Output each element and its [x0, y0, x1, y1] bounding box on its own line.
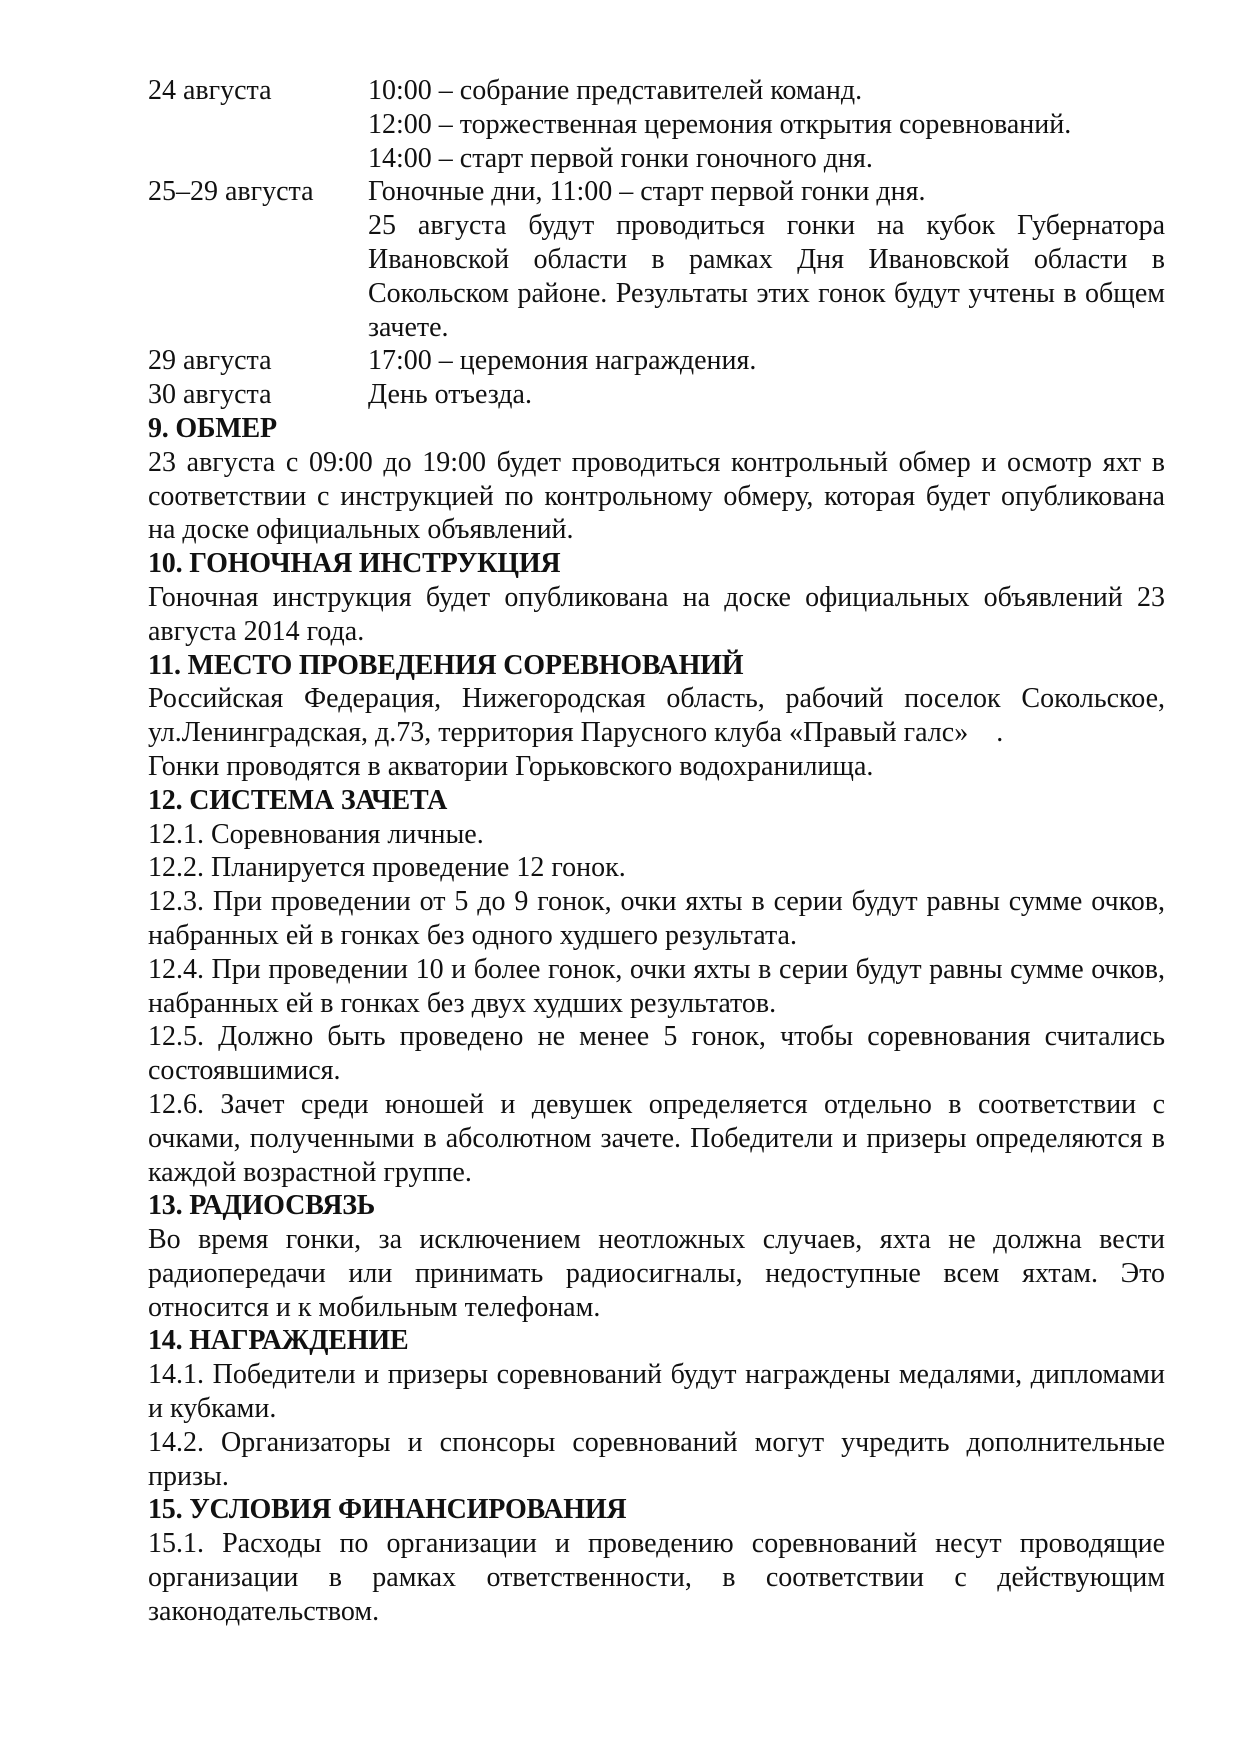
section-heading: 14. НАГРАЖДЕНИЕ [148, 1325, 409, 1357]
section-heading: 11. МЕСТО ПРОВЕДЕНИЯ СОРЕВНОВАНИЙ [148, 649, 744, 681]
section-heading: 9. ОБМЕР [148, 412, 277, 444]
section-heading: 15. УСЛОВИЯ ФИНАНСИРОВАНИЯ [148, 1494, 627, 1526]
section-paragraph: 23 августа с 09:00 до 19:00 будет проводиться контрольный обмер и осмотр яхт в соответствии с инструкцией по контрольному обмеру, которая будет опубликована на доске официальных объявлений. [148, 446, 1165, 546]
section-sailing-instructions [148, 547, 1165, 648]
schedule-date: 25–29 августа [148, 176, 314, 208]
schedule-event: 17:00 – церемония награждения. [368, 345, 757, 377]
schedule-events [368, 175, 1165, 344]
section-measurement [148, 412, 1165, 547]
schedule-row [148, 344, 1165, 378]
schedule-row [148, 175, 1165, 344]
schedule-event: 10:00 – собрание представителей команд. [368, 75, 863, 106]
schedule-events [368, 378, 1165, 412]
section-paragraph: 12.4. При проведении 10 и более гонок, очки яхты в серии будут равны сумме очков, набранных ей в гонках без двух худших результатов. [148, 953, 1165, 1019]
section-paragraph: 14.2. Организаторы и спонсоры соревнований могут учредить дополнительные призы. [148, 1426, 1165, 1492]
section-financing [148, 1493, 1165, 1628]
schedule-table [148, 74, 1165, 412]
section-paragraph: Гонки проводятся в акватории Горьковского водохранилища. [148, 750, 874, 782]
section-paragraph: Гоночная инструкция будет опубликована на доске официальных объявлений 23 августа 2014 года. [148, 581, 1165, 647]
section-paragraph: 12.6. Зачет среди юношей и девушек определяется отдельно в соответствии с очками, полученными в абсолютном зачете. Победители и призеры определяются в каждой возрастной группе. [148, 1088, 1165, 1188]
section-venue [148, 649, 1172, 784]
schedule-note: 25 августа будут проводиться гонки на кубок Губернатора Ивановской области в рамках Дня Ивановской области в Сокольском районе. Результаты этих гонок будут учтены в общем зачете. [368, 210, 1165, 343]
section-scoring-system [148, 784, 1165, 1190]
section-heading: 10. ГОНОЧНАЯ ИНСТРУКЦИЯ [148, 548, 561, 580]
section-paragraph: 12.5. Должно быть проведено не менее 5 гонок, чтобы соревнования считались состоявшимися. [148, 1021, 1165, 1087]
schedule-event: 14:00 – старт первой гонки гоночного дня. [368, 142, 873, 174]
document-page [148, 74, 1172, 1629]
schedule-event: День отъезда. [368, 379, 532, 411]
section-radio-communication [148, 1189, 1165, 1324]
schedule-event: Гоночные дни, 11:00 – старт первой гонки дня. [368, 176, 926, 208]
schedule-date: 29 августа [148, 345, 272, 377]
section-awards [148, 1324, 1165, 1493]
schedule-date: 24 августа [148, 75, 272, 106]
schedule-events [368, 74, 1165, 175]
section-paragraph: Российская Федерация, Нижегородская область, рабочий поселок Сокольское, ул.Ленинградская, д.73, территория Парусного клуба «Правый галс» . [148, 683, 1172, 749]
section-heading: 13. РАДИОСВЯЗЬ [148, 1190, 376, 1222]
schedule-event: 12:00 – торжественная церемония открытия соревнований. [368, 108, 1072, 140]
section-heading: 12. СИСТЕМА ЗАЧЕТА [148, 784, 448, 816]
schedule-row [148, 74, 1165, 175]
schedule-date: 30 августа [148, 379, 272, 411]
schedule-events [368, 344, 1165, 378]
schedule-row [148, 378, 1165, 412]
section-paragraph: 15.1. Расходы по организации и проведению соревнований несут проводящие организации в рамках ответственности, в соответствии с действующим законодательством. [148, 1528, 1165, 1627]
section-paragraph: 14.1. Победители и призеры соревнований будут награждены медалями, дипломами и кубками. [148, 1359, 1165, 1425]
section-paragraph: Во время гонки, за исключением неотложных случаев, яхта не должна вести радиопередачи или принимать радиосигналы, недоступные всем яхтам. Это относится и к мобильным телефонам. [148, 1224, 1165, 1323]
section-paragraph: 12.3. При проведении от 5 до 9 гонок, очки яхты в серии будут равны сумме очков, набранных ей в гонках без одного худшего результата. [148, 886, 1165, 951]
section-paragraph: 12.2. Планируется проведение 12 гонок. [148, 852, 626, 884]
section-paragraph: 12.1. Соревнования личные. [148, 818, 484, 850]
